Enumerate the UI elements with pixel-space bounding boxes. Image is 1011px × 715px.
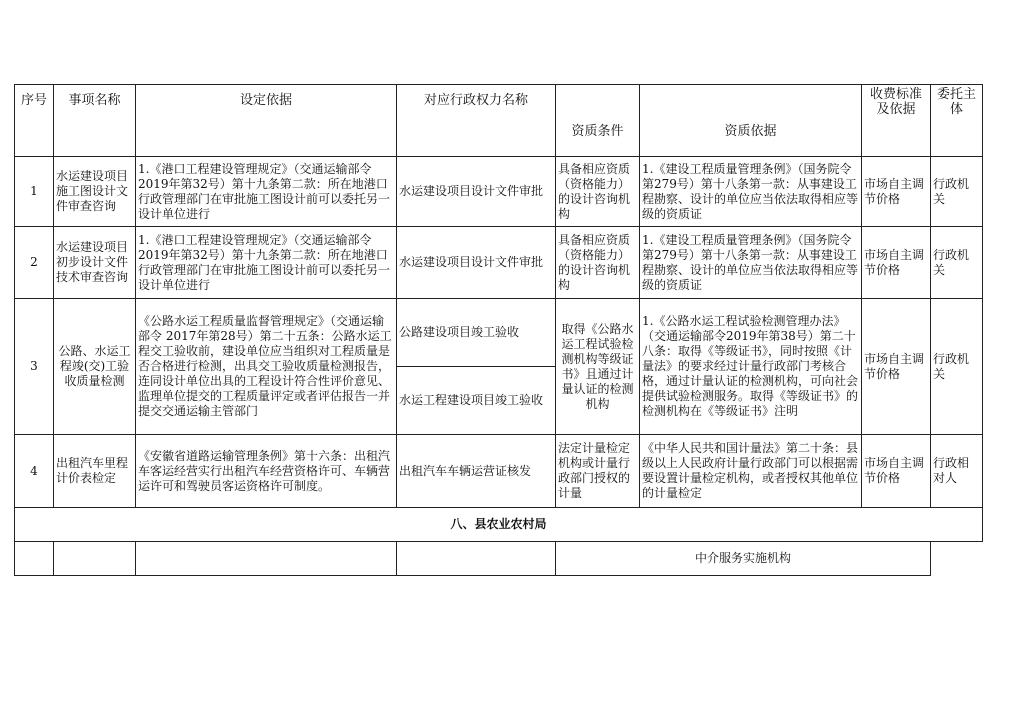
row-basis: 1.《港口工程建设管理规定》（交通运输部令2019年第32号）第十九条第二款：所在地港口行政管理部门在审批施工图设计前可以委托另一设计单位进行 bbox=[138, 161, 391, 221]
row-basis: 《安徽省道路运输管理条例》第十六条：出租汽车客运经营实行出租汽车经营资格许可、车辆营运许可和驾驶员客运资格许可制度。 bbox=[138, 448, 391, 493]
row-qualification: 具备相应资质（资格能力）的设计咨询机构 bbox=[558, 161, 631, 221]
row-power-name-b: 水运工程建设项目竣工验收 bbox=[397, 367, 556, 435]
row-qualification-basis: 1.《建设工程质量管理条例》（国务院令第279号）第十八条第一款：从事建设工程勘察、设计的单位应当依法取得相应等级的资质证 bbox=[642, 232, 859, 292]
row-qualification-basis: 1.《建设工程质量管理条例》（国务院令第279号）第十八条第一款：从事建设工程勘察、设计的单位应当依法取得相应等级的资质证 bbox=[642, 161, 859, 221]
table-row bbox=[15, 157, 983, 227]
row-qualification-basis: 1.《公路水运工程试验检测管理办法》（交通运输部令2019年第38号）第二十八条：取得《等级证书》，同时按照《计量法》的要求经过计量行政部门考核合格，通过计量认证的检测机构，可向社会提供试验检测服务。取得《等级证书》的检测机构在《等级证书》注明 bbox=[642, 314, 859, 418]
table-row bbox=[15, 435, 983, 508]
sub-header-agency: 中介服务实施机构 bbox=[556, 542, 931, 576]
row-qualification: 具备相应资质（资格能力）的设计咨询机构 bbox=[558, 232, 631, 292]
row-basis: 1.《港口工程建设管理规定》（交通运输部令2019年第32号）第十九条第二款：所在地港口行政管理部门在审批施工图设计前可以委托另一设计单位进行 bbox=[138, 232, 391, 292]
row-qualification: 法定计量检定机构或计量行政部门授权的计量 bbox=[558, 441, 631, 500]
header-entrust: 委托主体 bbox=[931, 85, 983, 157]
row-entrust: 行政机关 bbox=[933, 351, 970, 381]
row-fee: 市场自主调节价格 bbox=[864, 247, 925, 277]
row-entrust: 行政机关 bbox=[933, 247, 970, 277]
row-entrust: 行政相对人 bbox=[933, 456, 970, 485]
sub-header-row bbox=[15, 542, 983, 576]
header-basis: 设定依据 bbox=[136, 85, 397, 157]
header-fee: 收费标准及依据 bbox=[862, 85, 931, 157]
row-item-name: 出租汽车里程计价表检定 bbox=[56, 456, 129, 485]
row-power-name: 出租汽车车辆运营证核发 bbox=[399, 463, 532, 478]
table-row bbox=[15, 299, 983, 367]
table-header-row bbox=[15, 85, 983, 157]
header-item-name: 事项名称 bbox=[54, 85, 136, 157]
row-basis: 《公路水运工程质量监督管理规定》（交通运输部令 2017年第28号）第二十五条：公路水运工程交工验收前，建设单位应当组织对工程质量是否合格进行检测，出具交工验收质量检测报告，连同设计单位出具的工程设计符合性评价意见、监理单位提交的工程质量评定或者评估报告一并提交交通运输主管部门 bbox=[138, 314, 392, 418]
row-fee: 市场自主调节价格 bbox=[864, 456, 925, 485]
header-power-name: 对应行政权力名称 bbox=[397, 85, 556, 157]
row-seq: 2 bbox=[15, 227, 54, 299]
row-fee: 市场自主调节价格 bbox=[864, 351, 925, 381]
row-seq: 1 bbox=[15, 157, 54, 227]
row-item-name: 公路、水运工程竣(交)工验收质量检测 bbox=[58, 344, 131, 388]
section-title: 八、县农业农村局 bbox=[15, 508, 983, 542]
row-item-name: 水运建设项目初步设计文件技术审查咨询 bbox=[56, 240, 129, 284]
section-row bbox=[15, 508, 983, 542]
table-row bbox=[15, 227, 983, 299]
row-qualification: 取得《公路水运工程试验检测机构等级证书》且通过计量认证的检测机构 bbox=[561, 321, 634, 411]
row-fee: 市场自主调节价格 bbox=[864, 176, 925, 206]
header-qualification: 资质条件 bbox=[556, 85, 640, 157]
header-seq: 序号 bbox=[15, 85, 54, 157]
row-power-name: 水运建设项目设计文件审批 bbox=[399, 184, 544, 198]
row-entrust: 行政机关 bbox=[933, 176, 970, 206]
row-item-name: 水运建设项目施工图设计文件审查咨询 bbox=[56, 169, 129, 213]
row-power-name-a: 公路建设项目竣工验收 bbox=[397, 299, 556, 367]
row-seq: 4 bbox=[15, 435, 54, 508]
row-power-name: 水运建设项目设计文件审批 bbox=[399, 255, 544, 269]
row-qualification-basis: 《中华人民共和国计量法》第二十条：县级以上人民政府计量行政部门可以根据需要设置计量检定机构，或者授权其他单位的计量检定 bbox=[642, 441, 859, 500]
header-qualification-basis: 资质依据 bbox=[640, 85, 862, 157]
row-seq: 3 bbox=[15, 299, 54, 435]
service-table bbox=[14, 84, 983, 576]
